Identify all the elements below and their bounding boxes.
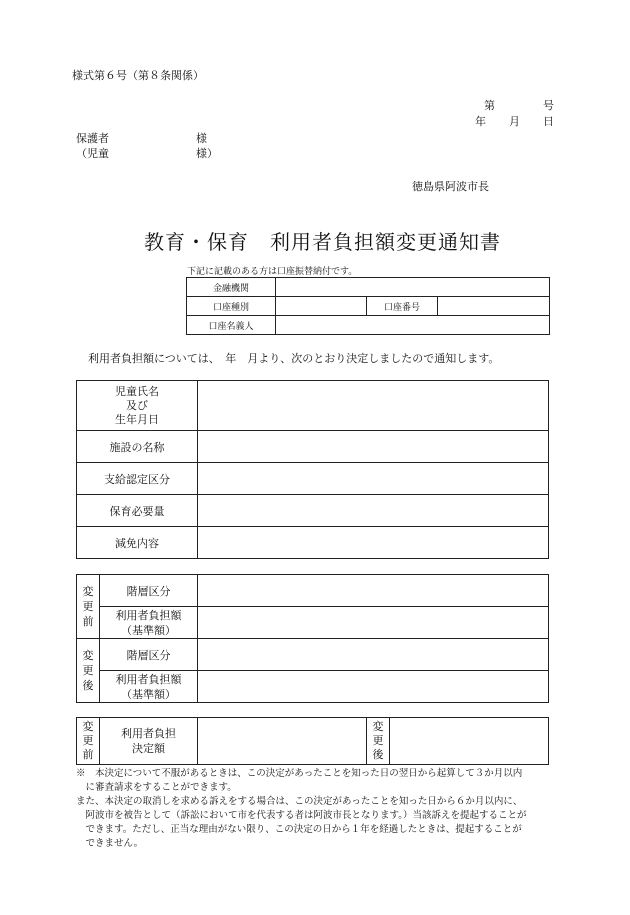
decided-label-line1: 利用者負担 [121, 727, 176, 740]
date-year: 年 [475, 115, 486, 128]
bank-account-holder-value[interactable] [276, 316, 550, 335]
decided-label [100, 718, 198, 765]
child-label-line1: 児童氏名 [115, 384, 159, 398]
recipient-child: （児童 [76, 147, 109, 160]
recipient-child-sama: 様） [196, 147, 218, 160]
note-line: ※ 本決定について不服があるときは、この決定があったことを知った日の翌日から起算して３か月以内 [76, 768, 523, 779]
date-month: 月 [509, 115, 520, 128]
facility-value[interactable] [198, 431, 549, 463]
bank-account-number-label: 口座番号 [367, 297, 438, 316]
decided-table [76, 717, 549, 765]
reduction-value[interactable] [198, 527, 549, 559]
note-line: できます。ただし、正当な理由がない限り、この決定の日から１年を経過したときは、提起することが [76, 824, 522, 835]
recipient-guardian: 保護者 [76, 132, 109, 145]
before-tier-label: 階層区分 [100, 575, 198, 607]
page-title: 教育・保育 利用者負担額変更通知書 [144, 230, 501, 254]
bank-institution-label: 金融機関 [187, 278, 276, 297]
decided-before-char-2: 更 [82, 734, 94, 747]
change-after-label [77, 639, 100, 703]
after-char-2: 更 [82, 664, 94, 677]
after-burden-line2: （基準額） [121, 687, 176, 701]
decided-after-value[interactable] [390, 718, 549, 765]
before-burden-line2: （基準額） [121, 623, 176, 637]
note-line: また、本決定の取消しを求める訴えをする場合は、この決定があったことを知った日から６か月以内に、 [76, 796, 523, 807]
decided-before-value[interactable] [198, 718, 367, 765]
child-label-line3: 生年月日 [115, 412, 159, 426]
before-burden-line1: 利用者負担額 [115, 608, 182, 622]
decided-after-char-3: 後 [372, 748, 384, 761]
decided-after-label [367, 718, 390, 765]
after-char-1: 変 [82, 649, 94, 662]
after-burden-value[interactable] [198, 671, 549, 703]
before-burden-value[interactable] [198, 607, 549, 639]
notes-block [76, 767, 527, 851]
note-line: 阿波市を被告として（訴訟において市を代表する者は阿波市長となります。）当該訴えを提起することが [76, 810, 527, 821]
change-before-label [77, 575, 100, 639]
child-name-value[interactable] [198, 381, 549, 431]
decided-after-char-2: 更 [372, 734, 384, 747]
date-day: 日 [543, 115, 554, 128]
before-tier-value[interactable] [198, 575, 549, 607]
decided-before-char-3: 前 [82, 748, 94, 761]
before-char-1: 変 [82, 585, 94, 598]
bank-note: 下記に記載のある方は口座振替納付です。 [187, 267, 358, 277]
after-tier-label: 階層区分 [100, 639, 198, 671]
after-tier-value[interactable] [198, 639, 549, 671]
before-burden-label [100, 607, 198, 639]
decided-label-line2: 決定額 [132, 742, 165, 755]
bank-account-holder-label: 口座名義人 [187, 316, 276, 335]
change-table [76, 574, 549, 703]
note-line: できません。 [76, 838, 144, 849]
certification-value[interactable] [198, 463, 549, 495]
decided-before-char-1: 変 [82, 720, 94, 733]
care-need-value[interactable] [198, 495, 549, 527]
decided-before-label [77, 718, 100, 765]
child-name-label [77, 381, 198, 431]
bank-account-type-value[interactable] [276, 297, 367, 316]
care-need-label: 保育必要量 [77, 495, 198, 527]
bank-account-number-value[interactable] [438, 297, 550, 316]
facility-label: 施設の名称 [77, 431, 198, 463]
info-table [76, 380, 549, 559]
child-label-line2: 及び [126, 398, 148, 412]
reduction-label: 減免内容 [77, 527, 198, 559]
issuer: 徳島県阿波市長 [412, 180, 489, 193]
bank-account-type-label: 口座種別 [187, 297, 276, 316]
decided-after-char-1: 変 [372, 720, 384, 733]
doc-number-dai: 第 [484, 99, 495, 112]
after-burden-label [100, 671, 198, 703]
intro-text: 利用者負担額については、 年 月より、次のとおり決定しましたので通知します。 [88, 352, 500, 365]
bank-institution-value[interactable] [276, 278, 550, 297]
before-char-2: 更 [82, 600, 94, 613]
form-number: 様式第６号（第８条関係） [72, 69, 204, 82]
certification-label: 支給認定区分 [77, 463, 198, 495]
recipient-sama: 様 [196, 132, 207, 145]
before-char-3: 前 [82, 615, 94, 628]
note-line: に審査請求をすることができます。 [76, 782, 237, 793]
after-char-3: 後 [82, 679, 94, 692]
doc-number-go: 号 [543, 99, 554, 112]
after-burden-line1: 利用者負担額 [115, 672, 182, 686]
bank-table [186, 277, 550, 335]
